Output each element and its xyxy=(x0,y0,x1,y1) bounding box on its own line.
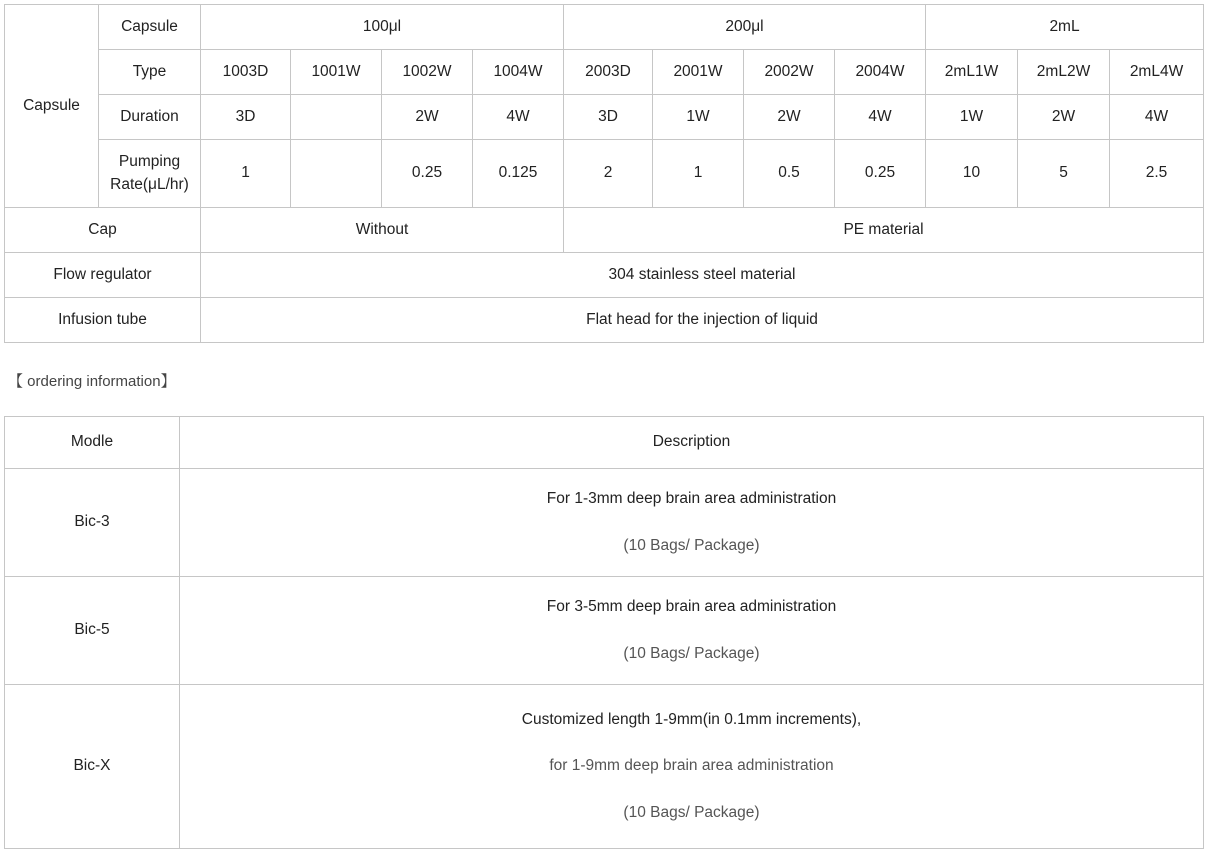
table-cell: 1002W xyxy=(382,50,473,95)
table-row xyxy=(5,685,1204,849)
package-note: (10 Bags/ Package) xyxy=(623,536,760,554)
description-column-header: Description xyxy=(180,417,1204,469)
table-cell: 0.25 xyxy=(382,140,473,208)
cap-without: Without xyxy=(201,208,564,253)
table-cell: 2W xyxy=(1018,95,1110,140)
ordering-table xyxy=(4,416,1204,849)
table-cell: 3D xyxy=(201,95,291,140)
model-cell: Bic-X xyxy=(5,685,180,849)
table-cell: 2mL2W xyxy=(1018,50,1110,95)
table-cell: 5 xyxy=(1018,140,1110,208)
package-note: (10 Bags/ Package) xyxy=(623,644,760,662)
capsule-label: Capsule xyxy=(99,5,201,50)
description-cell xyxy=(180,469,1204,577)
table-cell: 0.5 xyxy=(744,140,835,208)
table-cell: 4W xyxy=(1110,95,1204,140)
table-cell: 1 xyxy=(653,140,744,208)
table-cell xyxy=(291,140,382,208)
description-cell xyxy=(180,577,1204,685)
table-cell: 1001W xyxy=(291,50,382,95)
table-cell: 1003D xyxy=(201,50,291,95)
table-cell: 2002W xyxy=(744,50,835,95)
pumping-label-line1: Pumping xyxy=(118,153,181,171)
table-cell xyxy=(291,95,382,140)
table-cell: 1004W xyxy=(473,50,564,95)
flow-regulator-value: 304 stainless steel material xyxy=(201,253,1204,298)
table-cell: 4W xyxy=(473,95,564,140)
flow-regulator-label: Flow regulator xyxy=(5,253,201,298)
description-line: Customized length 1-9mm(in 0.1mm increments), xyxy=(521,710,862,728)
table-header-row xyxy=(5,417,1204,469)
table-cell: 2004W xyxy=(835,50,926,95)
capsule-row-header: Capsule xyxy=(5,5,99,208)
package-note: (10 Bags/ Package) xyxy=(623,803,760,821)
duration-label: Duration xyxy=(99,95,201,140)
table-cell: 2mL4W xyxy=(1110,50,1204,95)
table-row xyxy=(5,95,1204,140)
ordering-info-heading: 【 ordering information】 xyxy=(8,373,176,390)
table-row xyxy=(5,298,1204,343)
table-cell: 2mL1W xyxy=(926,50,1018,95)
cap-pe-material: PE material xyxy=(564,208,1204,253)
description-line: For 3-5mm deep brain area administration xyxy=(546,598,837,616)
table-cell: 1W xyxy=(653,95,744,140)
cap-label: Cap xyxy=(5,208,201,253)
infusion-tube-value: Flat head for the injection of liquid xyxy=(201,298,1204,343)
table-row xyxy=(5,253,1204,298)
model-cell: Bic-3 xyxy=(5,469,180,577)
infusion-tube-label: Infusion tube xyxy=(5,298,201,343)
table-row xyxy=(5,50,1204,95)
table-cell: 1W xyxy=(926,95,1018,140)
table-row xyxy=(5,5,1204,50)
table-cell: 2003D xyxy=(564,50,653,95)
description-line: for 1-9mm deep brain area administration xyxy=(549,757,834,775)
table-row xyxy=(5,140,1204,208)
table-row xyxy=(5,577,1204,685)
table-cell: 0.25 xyxy=(835,140,926,208)
table-cell: 4W xyxy=(835,95,926,140)
description-line: For 1-3mm deep brain area administration xyxy=(546,490,837,508)
table-row xyxy=(5,469,1204,577)
table-row xyxy=(5,208,1204,253)
table-cell: 0.125 xyxy=(473,140,564,208)
capsule-spec-table xyxy=(4,4,1204,343)
table-cell: 2.5 xyxy=(1110,140,1204,208)
model-cell: Bic-5 xyxy=(5,577,180,685)
pumping-label-line2: Rate(μL/hr) xyxy=(110,175,189,193)
group-2ml: 2mL xyxy=(926,5,1204,50)
table-cell: 2001W xyxy=(653,50,744,95)
table-cell: 1 xyxy=(201,140,291,208)
table-cell: 2W xyxy=(744,95,835,140)
group-100ul: 100μl xyxy=(201,5,564,50)
table-cell: 10 xyxy=(926,140,1018,208)
table-cell: 2 xyxy=(564,140,653,208)
group-200ul: 200μl xyxy=(564,5,926,50)
description-cell xyxy=(180,685,1204,849)
table-cell: 2W xyxy=(382,95,473,140)
pumping-rate-label xyxy=(99,140,201,208)
table-cell: 3D xyxy=(564,95,653,140)
model-column-header: Modle xyxy=(5,417,180,469)
type-label: Type xyxy=(99,50,201,95)
